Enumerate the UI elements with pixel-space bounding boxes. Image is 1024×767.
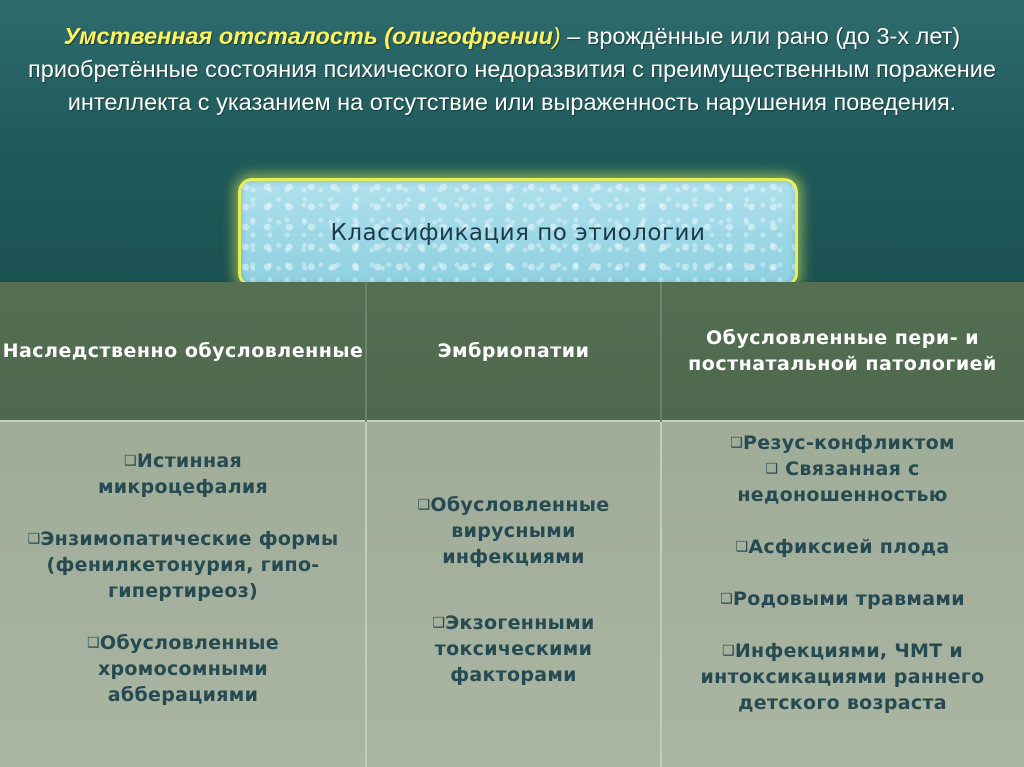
table-header-row (0, 282, 1024, 422)
column-header-hereditary: Наследственно обусловленные (2, 340, 364, 362)
checkbox-square-icon: ❑ (730, 435, 743, 451)
list-item: ❑ Связанная с недоношенностью (737, 458, 948, 506)
list-item: ❑Экзогенными токсическими факторами (432, 612, 595, 686)
column-divider (660, 282, 662, 422)
checkbox-square-icon: ❑ (765, 461, 779, 477)
list-item: ❑Обусловленные вирусными инфекциями (417, 494, 610, 568)
checkbox-square-icon: ❑ (432, 615, 446, 631)
classification-box (238, 178, 798, 287)
column-embryopathies (366, 422, 661, 767)
checkbox-square-icon: ❑ (87, 635, 100, 651)
list-item: ❑Энзимопатические формы (фенилкетонурия, гипо-гипертиреоз) (27, 528, 339, 602)
checkbox-square-icon: ❑ (720, 591, 734, 607)
checkbox-square-icon: ❑ (735, 539, 749, 555)
classification-title: Классификация по этиологии (330, 219, 706, 246)
checkbox-square-icon: ❑ (27, 531, 41, 547)
table-body-row (0, 422, 1024, 767)
list-item: ❑Инфекциями, ЧМТ и интоксикациями раннего детского возраста (700, 640, 985, 714)
column-hereditary (0, 422, 366, 767)
list-item: ❑Родовыми травмами (720, 588, 965, 610)
list-item: ❑Истинная микроцефалия (97, 450, 269, 498)
checkbox-square-icon: ❑ (123, 453, 137, 469)
column-divider (365, 282, 367, 422)
checkbox-square-icon: ❑ (721, 643, 735, 659)
definition-text (10, 20, 1014, 119)
column-divider (660, 422, 662, 767)
list-item: ❑Обусловленные хромосомными абберациями (87, 632, 279, 706)
definition-body: – врождённые или рано (до 3-х лет) приобретённые состояния психического недоразвития с преимущественным поражение интеллекта с указанием на отсутствие или выраженность нарушения поведения. (28, 23, 996, 115)
definition-term-close: ) (552, 23, 561, 49)
column-header-perinatal: Обусловленные пери- и постнатальной патологией (688, 327, 997, 375)
column-header-embryopathies: Эмбриопатии (437, 340, 590, 362)
checkbox-square-icon: ❑ (417, 497, 431, 513)
column-perinatal (661, 422, 1024, 767)
definition-term: Умственная отсталость (олигофрении (63, 23, 553, 49)
list-item: ❑Резус-конфликтом (730, 432, 955, 454)
list-item: ❑Асфиксией плода (735, 536, 950, 558)
column-divider (365, 422, 367, 767)
